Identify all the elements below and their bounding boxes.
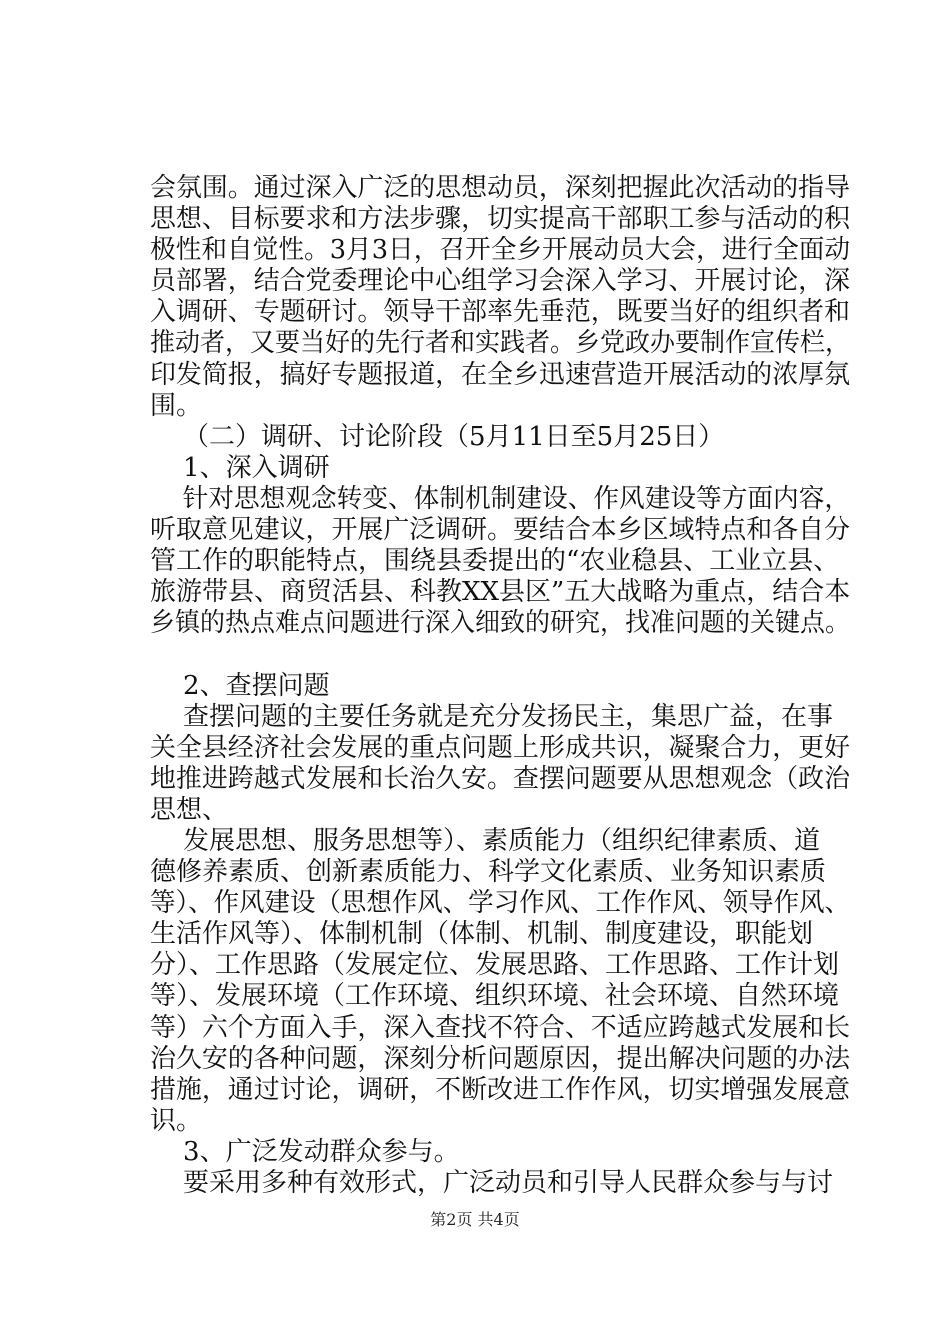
text-line: 要采用多种有效形式，广泛动员和引导人民群众参与与讨 [150,1168,834,1198]
text-line: 思想、目标要求和方法步骤，切实提高干部职工参与活动的积 [150,204,851,235]
text-line: 围。 [150,390,203,421]
blank-line [150,639,850,670]
text-line: 极性和自觉性。3月3日，召开全乡开展动员大会，进行全面动 [150,235,851,266]
text-line: 识。 [150,1105,203,1136]
text-line: 管工作的职能特点，围绕县委提出的“农业稳县、工业立县、 [150,546,840,577]
text-line: 乡镇的热点难点问题进行深入细致的研究，找准问题的关键点。 [150,608,851,639]
text-line: 查摆问题的主要任务就是充分发扬民主，集思广益，在事 [150,701,834,732]
text-line: 推动者，又要当好的先行者和实践者。乡党政办要制作宣传栏， [150,328,851,359]
text-line: 等）六个方面入手，深入查找不符合、不适应跨越式发展和长 [150,1012,851,1043]
document-body [150,173,850,1199]
text-line: 3、广泛发动群众参与。 [150,1136,460,1167]
text-line: 治久安的各种问题，深刻分析问题原因，提出解决问题的办法 [150,1043,851,1074]
text-line: 地推进跨越式发展和长治久安。查摆问题要从思想观念（政治 [150,763,851,794]
page-footer: 第2页 共4页 [430,1210,520,1229]
text-line: 印发简报，搞好专题报道，在全乡迅速营造开展活动的浓厚氛 [150,359,851,390]
text-line: 德修养素质、创新素质能力、科学文化素质、业务知识素质 [150,857,827,888]
text-line: 1、深入调研 [150,452,330,483]
text-line: 旅游带县、商贸活县、科教XX县区”五大战略为重点，结合本 [150,577,851,608]
text-line: 员部署，结合党委理论中心组学习会深入学习、开展讨论，深 [150,266,851,297]
text-line: 发展思想、服务思想等）、素质能力（组织纪律素质、道 [150,825,821,856]
text-line: 等）、作风建设（思想作风、学习作风、工作作风、领导作风、 [150,888,851,919]
text-line: 思想、 [150,794,229,825]
text-line: 分）、工作思路（发展定位、发展思路、工作思路、工作计划 [150,950,840,981]
text-line: （二）调研、讨论阶段（5月11日至5月25日） [150,421,725,452]
text-line: 措施，通过讨论，调研，不断改进工作作风，切实增强发展意 [150,1074,851,1105]
text-line: 等）、发展环境（工作环境、组织环境、社会环境、自然环境 [150,981,840,1012]
text-line: 针对思想观念转变、体制机制建设、作风建设等方面内容， [150,483,851,514]
text-line: 入调研、专题研讨。领导干部率先垂范，既要当好的组织者和 [150,297,851,328]
text-line: 生活作风等）、体制机制（体制、机制、制度建设，职能划 [150,919,814,950]
text-line: 会氛围。通过深入广泛的思想动员，深刻把握此次活动的指导 [150,173,851,203]
text-line: 听取意见建议，开展广泛调研。要结合本乡区域特点和各自分 [150,515,851,546]
text-line: 2、查摆问题 [150,670,330,701]
text-line: 关全县经济社会发展的重点问题上形成共识，凝聚合力，更好 [150,732,851,763]
